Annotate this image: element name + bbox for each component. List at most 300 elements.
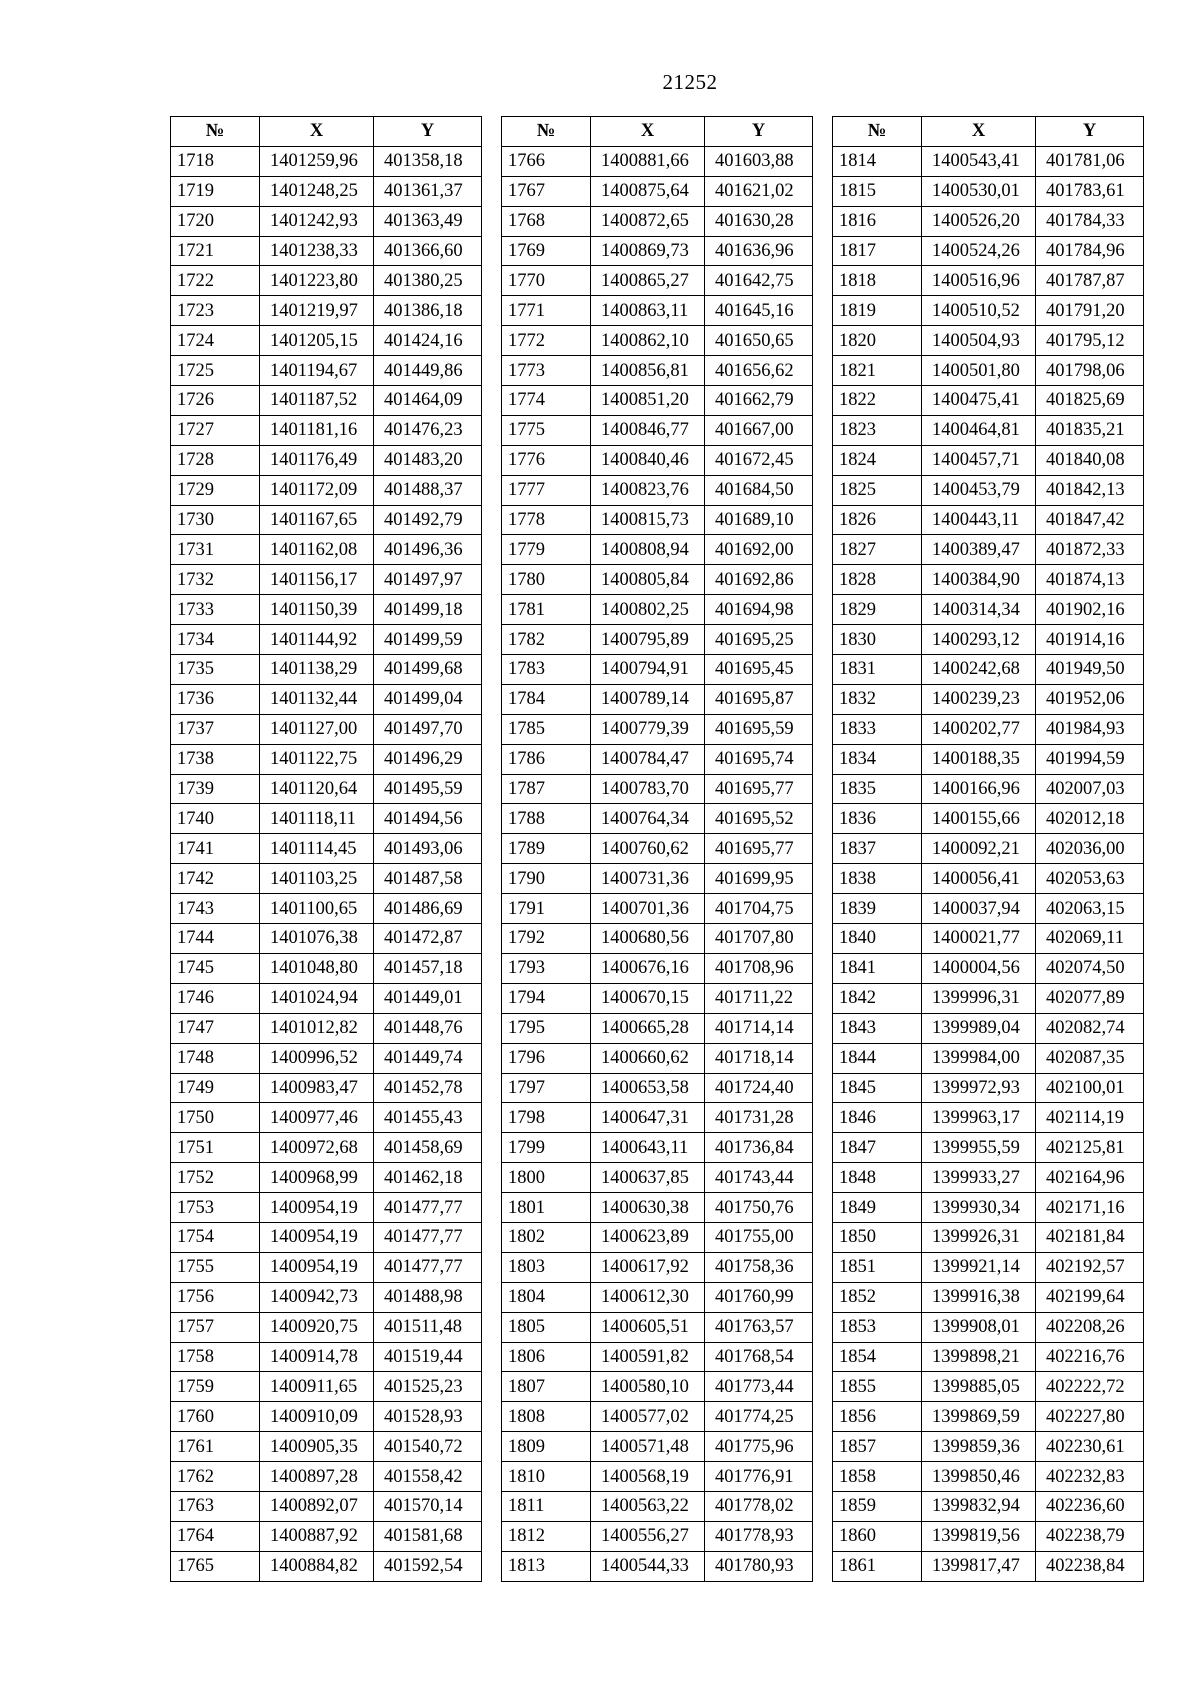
point-number-cell: 1788 [502,804,591,834]
point-number-cell: 1724 [171,326,260,356]
point-number-cell: 1826 [833,505,922,535]
table-row [833,266,1144,296]
point-number-cell: 1797 [502,1073,591,1103]
x-coordinate-cell: 1400680,56 [591,924,705,954]
x-coordinate-cell: 1400580,10 [591,1372,705,1402]
y-coordinate-cell: 401494,56 [374,804,482,834]
y-coordinate-cell: 401874,13 [1036,565,1144,595]
x-coordinate-cell: 1400783,70 [591,774,705,804]
point-number-cell: 1754 [171,1222,260,1252]
x-coordinate-cell: 1400779,39 [591,714,705,744]
x-coordinate-cell: 1400202,77 [922,714,1036,744]
point-number-cell: 1793 [502,953,591,983]
point-number-cell: 1810 [502,1462,591,1492]
x-coordinate-cell: 1400670,15 [591,983,705,1013]
table-row [502,1133,813,1163]
table-row [502,1342,813,1372]
point-number-cell: 1750 [171,1103,260,1133]
y-coordinate-cell: 401984,93 [1036,714,1144,744]
table-row [833,1372,1144,1402]
y-coordinate-cell: 401872,33 [1036,535,1144,565]
point-number-cell: 1856 [833,1402,922,1432]
x-coordinate-cell: 1401127,00 [260,714,374,744]
y-coordinate-cell: 401667,00 [705,415,813,445]
y-coordinate-cell: 402199,64 [1036,1282,1144,1312]
x-coordinate-cell: 1400510,52 [922,296,1036,326]
y-coordinate-cell: 402171,16 [1036,1193,1144,1223]
y-coordinate-cell: 401783,61 [1036,176,1144,206]
x-coordinate-cell: 1399885,05 [922,1372,1036,1402]
x-coordinate-cell: 1399996,31 [922,983,1036,1013]
table-row [502,774,813,804]
y-coordinate-cell: 401776,91 [705,1462,813,1492]
y-coordinate-cell: 401449,86 [374,356,482,386]
table-row [502,1521,813,1551]
point-number-cell: 1737 [171,714,260,744]
y-coordinate-cell: 401760,99 [705,1282,813,1312]
point-number-cell: 1744 [171,924,260,954]
point-number-cell: 1759 [171,1372,260,1402]
y-coordinate-cell: 401528,93 [374,1402,482,1432]
point-number-cell: 1786 [502,744,591,774]
table-row [833,953,1144,983]
table-row [171,445,482,475]
point-number-cell: 1767 [502,176,591,206]
table-row [833,983,1144,1013]
y-coordinate-cell: 401361,37 [374,176,482,206]
table-row [502,1282,813,1312]
x-coordinate-cell: 1400863,11 [591,296,705,326]
x-coordinate-cell: 1400571,48 [591,1432,705,1462]
table-row [502,1252,813,1282]
y-coordinate-cell: 401380,25 [374,266,482,296]
y-coordinate-cell: 401902,16 [1036,595,1144,625]
point-number-cell: 1844 [833,1043,922,1073]
y-coordinate-cell: 401449,01 [374,983,482,1013]
y-coordinate-cell: 401695,52 [705,804,813,834]
point-number-cell: 1829 [833,595,922,625]
y-coordinate-cell: 401694,98 [705,595,813,625]
point-number-cell: 1729 [171,475,260,505]
y-coordinate-cell: 401840,08 [1036,445,1144,475]
y-coordinate-cell: 401778,93 [705,1521,813,1551]
y-coordinate-cell: 401525,23 [374,1372,482,1402]
x-coordinate-cell: 1400556,27 [591,1521,705,1551]
y-coordinate-cell: 401768,54 [705,1342,813,1372]
y-coordinate-cell: 401570,14 [374,1491,482,1521]
y-coordinate-cell: 401472,87 [374,924,482,954]
table-row [502,1402,813,1432]
table-row [171,655,482,685]
table-row [833,804,1144,834]
x-coordinate-cell: 1400643,11 [591,1133,705,1163]
point-number-cell: 1738 [171,744,260,774]
y-coordinate-cell: 401499,18 [374,595,482,625]
table-row [502,953,813,983]
point-number-cell: 1859 [833,1491,922,1521]
table-row [833,1193,1144,1223]
point-number-cell: 1720 [171,206,260,236]
point-number-cell: 1802 [502,1222,591,1252]
x-coordinate-cell: 1399916,38 [922,1282,1036,1312]
x-coordinate-cell: 1400605,51 [591,1312,705,1342]
y-coordinate-cell: 401511,48 [374,1312,482,1342]
point-number-cell: 1785 [502,714,591,744]
x-coordinate-cell: 1400764,34 [591,804,705,834]
point-number-cell: 1733 [171,595,260,625]
y-coordinate-cell: 401672,45 [705,445,813,475]
y-coordinate-cell: 401775,96 [705,1432,813,1462]
table-row [833,415,1144,445]
y-coordinate-cell: 401795,12 [1036,326,1144,356]
x-coordinate-cell: 1400660,62 [591,1043,705,1073]
y-coordinate-cell: 401477,77 [374,1193,482,1223]
x-coordinate-cell: 1401172,09 [260,475,374,505]
x-coordinate-cell: 1400188,35 [922,744,1036,774]
x-coordinate-cell: 1400504,93 [922,326,1036,356]
y-coordinate-cell: 402208,26 [1036,1312,1144,1342]
table-row [171,834,482,864]
y-coordinate-cell: 401695,87 [705,684,813,714]
point-number-cell: 1860 [833,1521,922,1551]
y-coordinate-cell: 401492,79 [374,505,482,535]
y-coordinate-cell: 401711,22 [705,983,813,1013]
point-number-cell: 1777 [502,475,591,505]
point-number-cell: 1772 [502,326,591,356]
y-coordinate-cell: 401791,20 [1036,296,1144,326]
point-number-cell: 1851 [833,1252,922,1282]
x-coordinate-cell: 1399972,93 [922,1073,1036,1103]
x-coordinate-cell: 1400021,77 [922,924,1036,954]
table-row [833,1133,1144,1163]
point-number-cell: 1742 [171,864,260,894]
table-row [171,1551,482,1581]
y-coordinate-cell: 401488,37 [374,475,482,505]
point-number-cell: 1725 [171,356,260,386]
table-row [833,176,1144,206]
x-coordinate-cell: 1399926,31 [922,1222,1036,1252]
y-coordinate-cell: 401581,68 [374,1521,482,1551]
table-row [171,804,482,834]
x-coordinate-cell: 1401176,49 [260,445,374,475]
y-coordinate-cell: 401497,97 [374,565,482,595]
y-coordinate-cell: 402236,60 [1036,1491,1144,1521]
y-coordinate-cell: 401464,09 [374,386,482,416]
table-row [502,326,813,356]
y-coordinate-cell: 401366,60 [374,236,482,266]
table-row [502,1073,813,1103]
point-number-cell: 1835 [833,774,922,804]
table-row [502,1013,813,1043]
y-coordinate-cell: 401949,50 [1036,655,1144,685]
y-coordinate-cell: 401493,06 [374,834,482,864]
y-coordinate-cell: 401477,77 [374,1222,482,1252]
y-coordinate-cell: 401763,57 [705,1312,813,1342]
point-number-cell: 1727 [171,415,260,445]
x-coordinate-cell: 1401132,44 [260,684,374,714]
table-row [502,1312,813,1342]
x-coordinate-cell: 1400794,91 [591,655,705,685]
table-row [171,356,482,386]
x-coordinate-cell: 1400617,92 [591,1252,705,1282]
point-number-cell: 1771 [502,296,591,326]
table-row [833,1521,1144,1551]
x-coordinate-cell: 1400731,36 [591,864,705,894]
point-number-cell: 1803 [502,1252,591,1282]
point-number-cell: 1834 [833,744,922,774]
point-number-cell: 1789 [502,834,591,864]
y-coordinate-cell: 401488,98 [374,1282,482,1312]
point-number-cell: 1764 [171,1521,260,1551]
table-row [171,1491,482,1521]
x-coordinate-cell: 1400501,80 [922,356,1036,386]
y-coordinate-cell: 401592,54 [374,1551,482,1581]
point-number-cell: 1836 [833,804,922,834]
x-coordinate-cell: 1401100,65 [260,894,374,924]
y-coordinate-cell: 401483,20 [374,445,482,475]
table-row [171,774,482,804]
x-coordinate-cell: 1401167,65 [260,505,374,535]
table-row [833,236,1144,266]
coordinates-table-3 [832,116,1144,1582]
x-coordinate-cell: 1400464,81 [922,415,1036,445]
table-row [171,1521,482,1551]
point-number-cell: 1756 [171,1282,260,1312]
y-coordinate-cell: 401462,18 [374,1163,482,1193]
y-coordinate-cell: 402053,63 [1036,864,1144,894]
table-row [502,505,813,535]
y-coordinate-cell: 402227,80 [1036,1402,1144,1432]
point-number-cell: 1808 [502,1402,591,1432]
table-row [833,655,1144,685]
x-coordinate-cell: 1400701,36 [591,894,705,924]
point-number-cell: 1791 [502,894,591,924]
point-number-cell: 1842 [833,983,922,1013]
x-coordinate-cell: 1401248,25 [260,176,374,206]
point-number-cell: 1816 [833,206,922,236]
point-number-cell: 1731 [171,535,260,565]
x-coordinate-cell: 1399819,56 [922,1521,1036,1551]
point-number-cell: 1758 [171,1342,260,1372]
table-row [833,1551,1144,1581]
table-row [171,1462,482,1492]
x-coordinate-cell: 1399933,27 [922,1163,1036,1193]
point-number-cell: 1827 [833,535,922,565]
point-number-cell: 1838 [833,864,922,894]
table-row [833,1013,1144,1043]
x-coordinate-cell: 1400972,68 [260,1133,374,1163]
x-coordinate-cell: 1400905,35 [260,1432,374,1462]
table-row [833,1222,1144,1252]
y-coordinate-cell: 401784,33 [1036,206,1144,236]
table-row [833,386,1144,416]
y-coordinate-cell: 401695,77 [705,774,813,804]
x-coordinate-cell: 1400815,73 [591,505,705,535]
x-coordinate-cell: 1400784,47 [591,744,705,774]
x-coordinate-cell: 1400851,20 [591,386,705,416]
x-coordinate-cell: 1400568,19 [591,1462,705,1492]
point-number-cell: 1858 [833,1462,922,1492]
table-row [833,1462,1144,1492]
y-coordinate-cell: 401707,80 [705,924,813,954]
y-coordinate-cell: 401708,96 [705,953,813,983]
table-row [502,1372,813,1402]
table-row [171,1342,482,1372]
y-coordinate-cell: 401519,44 [374,1342,482,1372]
x-coordinate-cell: 1400808,94 [591,535,705,565]
table-row [171,1372,482,1402]
y-coordinate-cell: 402192,57 [1036,1252,1144,1282]
table-row [833,445,1144,475]
y-coordinate-cell: 402069,11 [1036,924,1144,954]
point-number-cell: 1796 [502,1043,591,1073]
y-coordinate-cell: 401847,42 [1036,505,1144,535]
y-coordinate-cell: 402238,79 [1036,1521,1144,1551]
x-coordinate-cell: 1401122,75 [260,744,374,774]
table-row [502,1103,813,1133]
point-number-cell: 1769 [502,236,591,266]
x-coordinate-cell: 1401012,82 [260,1013,374,1043]
x-coordinate-cell: 1400676,16 [591,953,705,983]
x-coordinate-cell: 1400920,75 [260,1312,374,1342]
point-number-cell: 1807 [502,1372,591,1402]
point-number-cell: 1730 [171,505,260,535]
x-coordinate-cell: 1401076,38 [260,924,374,954]
x-coordinate-cell: 1400802,25 [591,595,705,625]
table-row [833,356,1144,386]
point-number-cell: 1757 [171,1312,260,1342]
y-coordinate-cell: 401621,02 [705,176,813,206]
x-coordinate-cell: 1401114,45 [260,834,374,864]
point-number-cell: 1809 [502,1432,591,1462]
y-coordinate-cell: 401662,79 [705,386,813,416]
point-number-cell: 1832 [833,684,922,714]
x-coordinate-cell: 1400846,77 [591,415,705,445]
point-number-cell: 1798 [502,1103,591,1133]
x-coordinate-cell: 1401205,15 [260,326,374,356]
y-coordinate-cell: 402087,35 [1036,1043,1144,1073]
x-coordinate-cell: 1400869,73 [591,236,705,266]
table-row [171,864,482,894]
table-row [833,206,1144,236]
table-row [171,176,482,206]
table-row [171,206,482,236]
x-coordinate-cell: 1400526,20 [922,206,1036,236]
point-number-cell: 1781 [502,595,591,625]
y-coordinate-cell: 402012,18 [1036,804,1144,834]
table-row [502,684,813,714]
table-row [502,834,813,864]
y-coordinate-cell: 401695,74 [705,744,813,774]
table-row [833,1342,1144,1372]
point-number-cell: 1817 [833,236,922,266]
point-number-cell: 1849 [833,1193,922,1223]
table-row [171,894,482,924]
x-coordinate-cell: 1400056,41 [922,864,1036,894]
point-number-cell: 1718 [171,146,260,176]
x-coordinate-cell: 1399859,36 [922,1432,1036,1462]
point-number-cell: 1814 [833,146,922,176]
y-coordinate-cell: 401449,74 [374,1043,482,1073]
x-coordinate-cell: 1400872,65 [591,206,705,236]
x-coordinate-cell: 1400647,31 [591,1103,705,1133]
x-coordinate-cell: 1400887,92 [260,1521,374,1551]
point-number-cell: 1721 [171,236,260,266]
table-row [833,1402,1144,1432]
y-coordinate-cell: 401952,06 [1036,684,1144,714]
x-coordinate-cell: 1399930,34 [922,1193,1036,1223]
y-coordinate-cell: 401758,36 [705,1252,813,1282]
x-coordinate-cell: 1400577,02 [591,1402,705,1432]
x-coordinate-cell: 1401144,92 [260,625,374,655]
table-row [833,625,1144,655]
y-coordinate-cell: 401695,77 [705,834,813,864]
y-coordinate-cell: 401540,72 [374,1432,482,1462]
y-coordinate-cell: 401695,59 [705,714,813,744]
x-coordinate-cell: 1400954,19 [260,1193,374,1223]
y-coordinate-cell: 401699,95 [705,864,813,894]
x-coordinate-cell: 1400983,47 [260,1073,374,1103]
y-coordinate-cell: 401731,28 [705,1103,813,1133]
table-row [502,1222,813,1252]
point-number-cell: 1854 [833,1342,922,1372]
y-coordinate-cell: 402100,01 [1036,1073,1144,1103]
y-coordinate-cell: 402082,74 [1036,1013,1144,1043]
x-coordinate-cell: 1399963,17 [922,1103,1036,1133]
table-row [502,146,813,176]
x-coordinate-cell: 1401223,80 [260,266,374,296]
point-number-cell: 1855 [833,1372,922,1402]
table-row [502,386,813,416]
x-coordinate-cell: 1400443,11 [922,505,1036,535]
point-number-cell: 1780 [502,565,591,595]
point-number-cell: 1830 [833,625,922,655]
table-row [502,864,813,894]
table-row [171,1193,482,1223]
x-coordinate-cell: 1401156,17 [260,565,374,595]
page-number: 21252 [662,70,718,94]
x-coordinate-cell: 1401150,39 [260,595,374,625]
coordinates-tables [170,116,1145,1596]
point-number-cell: 1776 [502,445,591,475]
y-coordinate-cell: 401684,50 [705,475,813,505]
column-header-y: Y [1036,117,1144,147]
x-coordinate-cell: 1400239,23 [922,684,1036,714]
x-coordinate-cell: 1400942,73 [260,1282,374,1312]
point-number-cell: 1847 [833,1133,922,1163]
table-row [171,1133,482,1163]
y-coordinate-cell: 401994,59 [1036,744,1144,774]
table-row [502,1462,813,1492]
table-row [833,894,1144,924]
table-row [502,714,813,744]
table-row [833,595,1144,625]
x-coordinate-cell: 1400543,41 [922,146,1036,176]
table-row [833,326,1144,356]
point-number-cell: 1726 [171,386,260,416]
point-number-cell: 1828 [833,565,922,595]
table-row [833,924,1144,954]
table-row [833,714,1144,744]
point-number-cell: 1819 [833,296,922,326]
x-coordinate-cell: 1400954,19 [260,1222,374,1252]
x-coordinate-cell: 1400166,96 [922,774,1036,804]
table-row [833,864,1144,894]
table-row [502,565,813,595]
column-header-x: X [260,117,374,147]
point-number-cell: 1734 [171,625,260,655]
point-number-cell: 1735 [171,655,260,685]
